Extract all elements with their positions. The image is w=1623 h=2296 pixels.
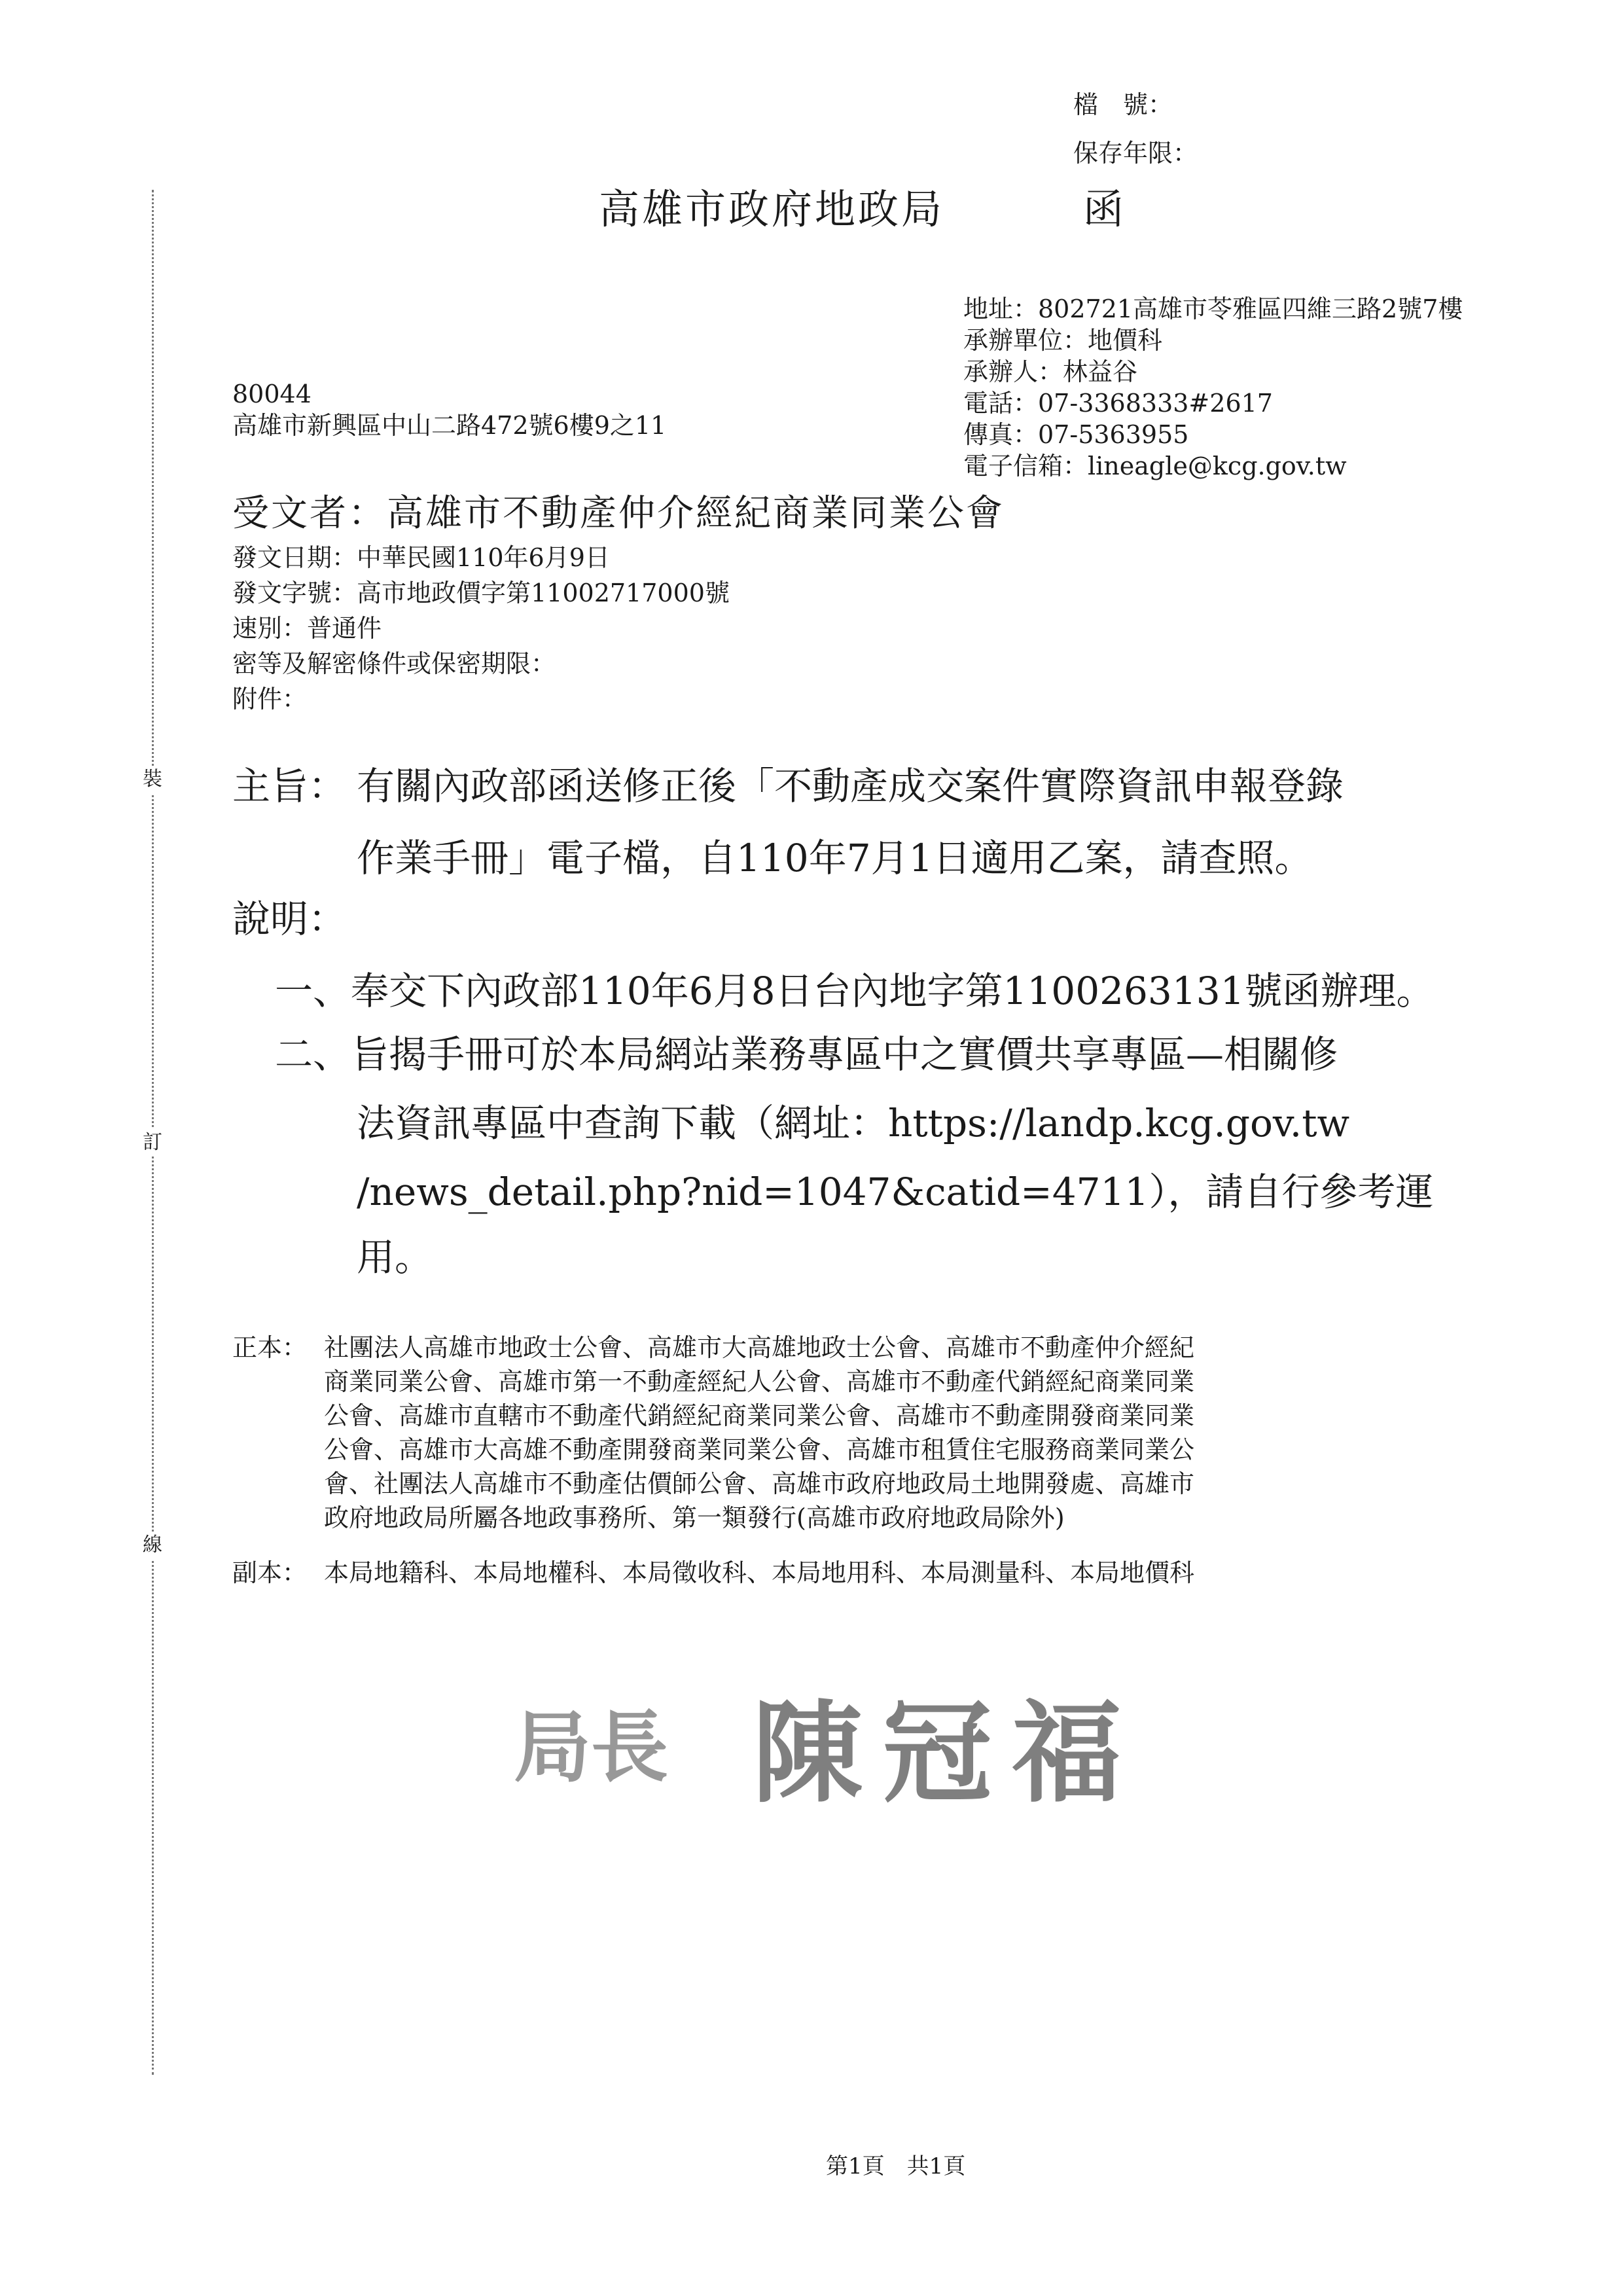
- document-number: 發文字號：高市地政價字第11002717000號: [232, 579, 730, 607]
- explanation-item-1: 一、奉交下內政部110年6月8日台內地字第1100263131號函辦理。: [275, 969, 1435, 1013]
- page-number: 第1頁 共1頁: [826, 2153, 966, 2179]
- signature-title: 局長: [514, 1702, 669, 1793]
- original-recipients-list: [324, 1331, 1194, 1535]
- sender-info: [963, 293, 1463, 482]
- original-recipients-line: 公會、高雄市直轄市不動產代銷經紀商業同業公會、高雄市不動產開發商業同業: [324, 1401, 1195, 1430]
- sender-fax: 傳真：07-5363955: [963, 420, 1189, 449]
- subject-line-2: 作業手冊」電子檔，自110年7月1日適用乙案，請查照。: [357, 836, 1313, 880]
- document-info: [232, 540, 730, 717]
- copy-recipients-list: 本局地籍科、本局地權科、本局徵收科、本局地用科、本局測量科、本局地價科: [324, 1558, 1195, 1587]
- explanation-item-2-line-1: 二、旨揭手冊可於本局網站業務專區中之實價共享專區—相關修: [275, 1032, 1338, 1077]
- sender-unit: 承辦單位：地價科: [963, 326, 1163, 355]
- retention-period-label: 保存年限：: [1073, 139, 1198, 168]
- copy-recipients-label: 副本：: [232, 1558, 308, 1587]
- agency-title: 高雄市政府地政局: [599, 185, 945, 233]
- binding-mark-xian: 線: [143, 1532, 162, 1559]
- file-number-label: 檔 號：: [1073, 90, 1173, 119]
- subject-line-1: 有關內政部函送修正後「不動產成交案件實際資訊申報登錄: [357, 764, 1344, 808]
- binding-mark-zhuang: 裝: [143, 766, 162, 793]
- recipient-postal-code: 80044: [232, 380, 312, 408]
- recipient-street-address: 高雄市新興區中山二路472號6樓9之11: [232, 411, 667, 440]
- original-recipients-line: 會、社團法人高雄市不動產估價師公會、高雄市政府地政局土地開發處、高雄市: [324, 1469, 1195, 1498]
- signature-name: 陳冠福: [753, 1688, 1141, 1818]
- explanation-item-2-line-4: 用。: [357, 1235, 433, 1280]
- explanation-label: 說明：: [232, 897, 347, 941]
- sender-address: 地址：802721高雄市苓雅區四維三路2號7樓: [963, 295, 1463, 323]
- original-recipients-label: 正本：: [232, 1333, 308, 1362]
- document-type: 函: [1083, 185, 1127, 233]
- recipient-mailing-address: [232, 378, 666, 441]
- explanation-item-2-line-3: /news_detail.php?nid=1047&catid=4711），請自行參考運: [357, 1170, 1434, 1214]
- binding-mark-ding: 訂: [143, 1129, 162, 1157]
- recipient-line: 受文者：高雄市不動產仲介經紀商業同業公會: [232, 492, 1005, 535]
- delivery-speed: 速別：普通件: [232, 614, 382, 643]
- attachment-label: 附件：: [232, 685, 308, 713]
- secrecy-level: 密等及解密條件或保密期限：: [232, 649, 556, 678]
- subject-label: 主旨：: [232, 764, 347, 808]
- sender-email: 電子信箱：lineagle@kcg.gov.tw: [963, 452, 1347, 480]
- explanation-item-2-line-2: 法資訊專區中查詢下載（網址：https://landp.kcg.gov.tw: [357, 1101, 1350, 1145]
- sender-handler: 承辦人：林益谷: [963, 357, 1138, 386]
- original-recipients-line: 商業同業公會、高雄市第一不動產經紀人公會、高雄市不動產代銷經紀商業同業: [324, 1367, 1195, 1396]
- sender-phone: 電話：07-3368333#2617: [963, 389, 1273, 418]
- original-recipients-line: 社團法人高雄市地政士公會、高雄市大高雄地政士公會、高雄市不動產仲介經紀: [324, 1333, 1195, 1362]
- original-recipients-line: 政府地政局所屬各地政事務所、第一類發行(高雄市政府地政局除外): [324, 1503, 1065, 1532]
- original-recipients-line: 公會、高雄市大高雄不動產開發商業同業公會、高雄市租賃住宅服務商業同業公: [324, 1435, 1195, 1464]
- issue-date: 發文日期：中華民國110年6月9日: [232, 543, 610, 572]
